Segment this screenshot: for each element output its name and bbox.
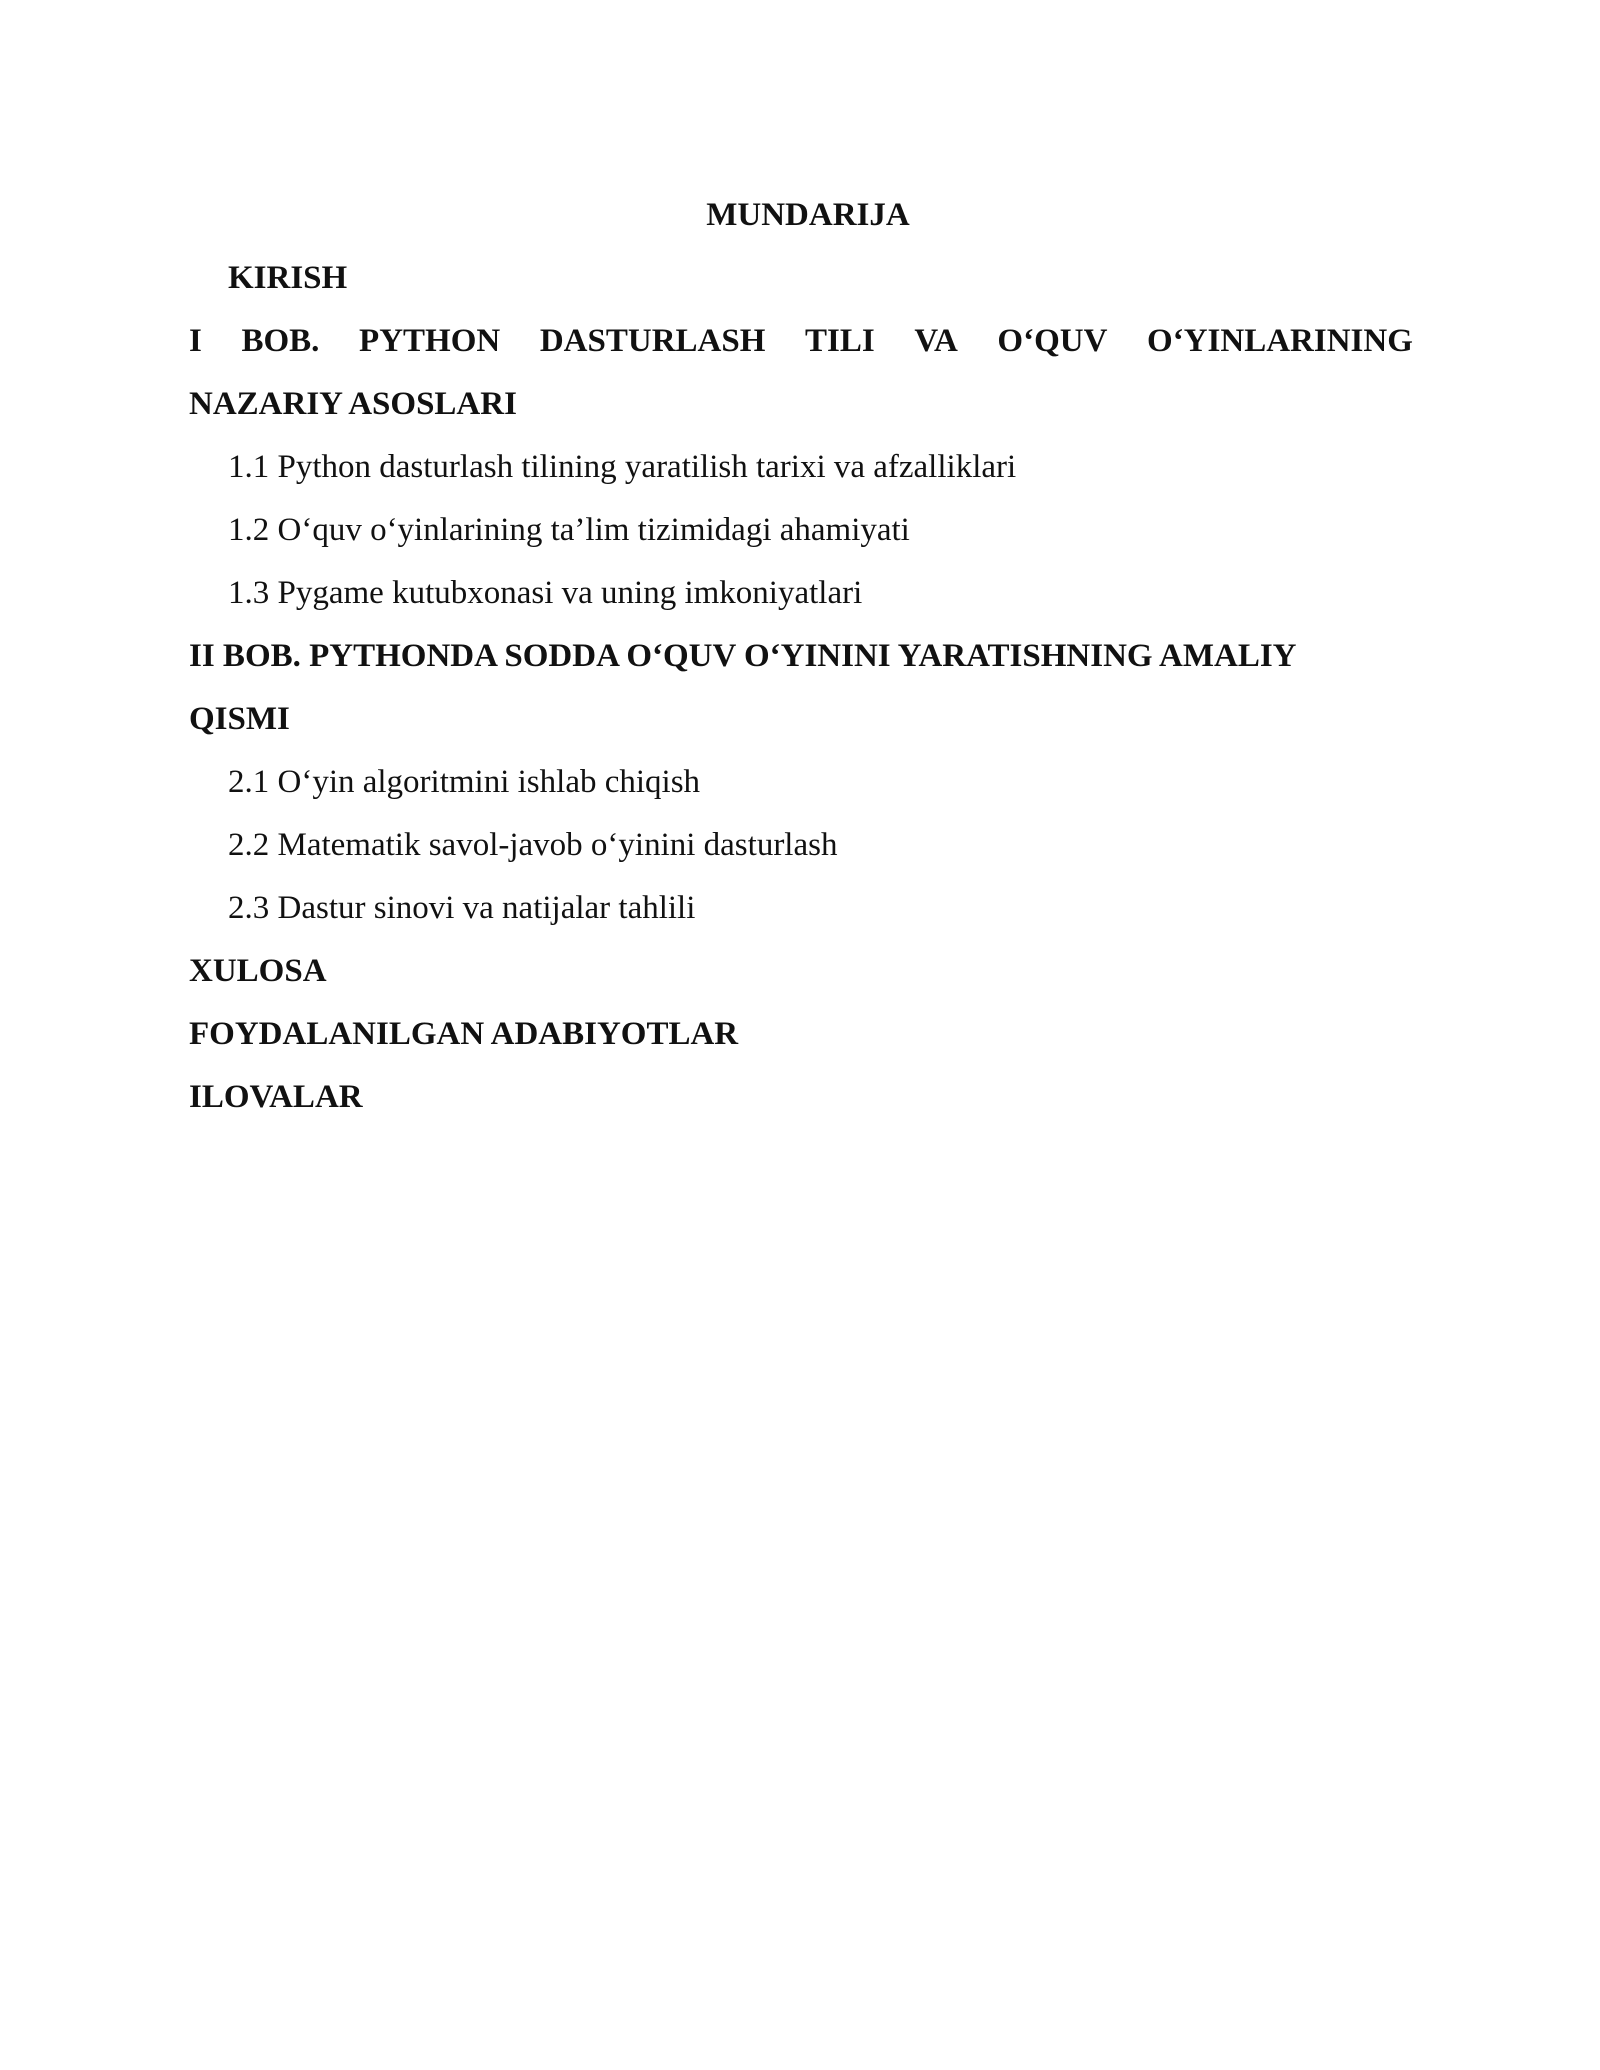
chapter-1-word: I xyxy=(189,323,202,359)
toc-entry-chapter-1-line-2: NAZARIY ASOSLARI xyxy=(189,386,517,422)
toc-entry-xulosa: XULOSA xyxy=(189,953,327,989)
chapter-1-word: PYTHON xyxy=(359,323,501,359)
toc-entry-section-1-1: 1.1 Python dasturlash tilining yaratilish tarixi va afzalliklari xyxy=(228,449,1017,485)
chapter-1-word: VA xyxy=(914,323,958,359)
toc-entry-chapter-2-line-2: QISMI xyxy=(189,701,290,737)
table-of-contents xyxy=(189,184,1413,1129)
toc-entry-section-2-1: 2.1 O‘yin algoritmini ishlab chiqish xyxy=(228,764,701,800)
toc-title: MUNDARIJA xyxy=(706,197,910,233)
toc-entry-section-2-2: 2.2 Matematik savol-javob o‘yinini dasturlash xyxy=(228,827,838,863)
chapter-1-word: O‘YINLARINING xyxy=(1147,323,1413,359)
chapter-1-word: TILI xyxy=(805,323,875,359)
toc-entry-chapter-1-line-1 xyxy=(189,310,1413,373)
toc-entry-chapter-2-line-1: II BOB. PYTHONDA SODDA O‘QUV O‘YININI YARATISHNING AMALIY xyxy=(189,638,1297,674)
toc-entry-section-2-3: 2.3 Dastur sinovi va natijalar tahlili xyxy=(228,890,696,926)
toc-entry-ilovalar: ILOVALAR xyxy=(189,1079,363,1115)
toc-entry-adabiyotlar: FOYDALANILGAN ADABIYOTLAR xyxy=(189,1016,739,1052)
toc-entry-kirish: KIRISH xyxy=(228,260,348,296)
chapter-1-word: O‘QUV xyxy=(997,323,1108,359)
toc-entry-section-1-3: 1.3 Pygame kutubxonasi va uning imkoniyatlari xyxy=(228,575,863,611)
chapter-1-word: DASTURLASH xyxy=(539,323,766,359)
toc-entry-section-1-2: 1.2 O‘quv o‘yinlarining ta’lim tizimidagi ahamiyati xyxy=(228,512,910,548)
chapter-1-word: BOB. xyxy=(241,323,320,359)
